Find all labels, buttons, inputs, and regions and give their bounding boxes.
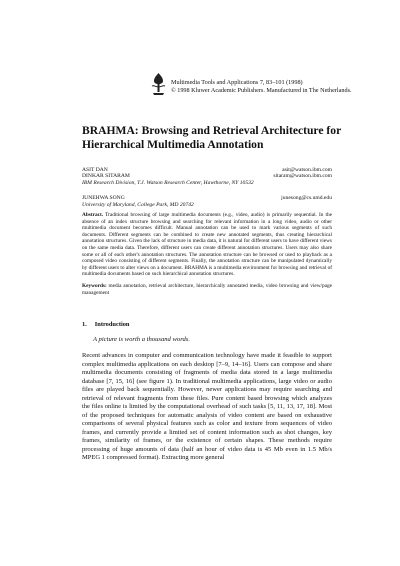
author-name: JUNEHWA SONG xyxy=(82,195,125,202)
keywords-label: Keywords: xyxy=(82,283,107,289)
paper-title: BRAHMA: Browsing and Retrieval Architecture for Hierarchical Multimedia Annotation xyxy=(82,124,342,151)
abstract-text: Traditional browsing of large multimedia documents (e.g., video, audio) is primarily sequential. In the absence of an index structure browsing and searching for relevant information in a long video, audio or other multimedia document becomes difficult. Manual annotation can be used to mark various segments of such documents. Different segments can be combined to create new annotated segments, thus creating hierarchical annotation structures. Given the lack of structure in media data, it is natural for different users to have different views on the same media data. Therefore, different users can create different annotation structures. Users may also share some or all of each other's annotation structures. The annotation structure can be browsed or used to playback as a composed video consisting of different segments. Finally, the annotation structure can be manipulated dynamically by different users to alter views on a document. BRAHMA is a multimedia environment for browsing and retrieval of multimedia documents based on such hierarchical annotation structures. xyxy=(82,212,332,278)
abstract xyxy=(82,212,332,278)
journal-header xyxy=(171,79,361,95)
author-name: DINKAR SITARAM xyxy=(82,173,130,180)
author-email: asit@watson.ibm.com xyxy=(282,167,332,173)
author-block xyxy=(82,167,332,208)
abstract-label: Abstract. xyxy=(82,212,104,218)
publisher-logo-icon xyxy=(151,72,166,96)
journal-citation: Multimedia Tools and Applications 7, 83–101 (1998) xyxy=(171,79,303,86)
body-paragraph: Recent advances in computer and communication technology have made it feasible to support complex multimedia applications on each desktop [7–9, 14–16]. Users can compose and share multimedia documents consisting of fragments of media data stored in a large multimedia database [7, 15, 16] (see figure 1). In traditional multimedia applications, large video or audio files are played back sequentially. However, newer applications may require searching and retrieval of relevant fragments from these files. Pure content based browsing which analyzes the files online is limited by the computational overhead of such tasks [5, 11, 13, 17, 18]. Most of the proposed techniques for automatic analysis of video content are based on exhaustive comparisons of several physical features such as color and texture from sequences of video frames, and currently provide a limited set of content information such as shot changes, key frames, similarity of frames, or the existence of certain shapes. These methods require processing of huge amounts of data (half an hour of video data is 45 Mb even in 1.5 Mb/s MPEG 1 compressed format). Extracting more general xyxy=(82,352,332,461)
author-name: ASIT DAN xyxy=(82,167,108,173)
affiliation: University of Maryland, College Park, MD 20742 xyxy=(82,201,194,208)
section-number: 1. xyxy=(82,321,87,328)
section-heading xyxy=(82,321,129,328)
affiliation: IBM Research Division, T.J. Watson Research Center, Hawthorne, NY 10532 xyxy=(82,179,254,186)
keywords xyxy=(82,283,332,296)
copyright-line: © 1998 Kluwer Academic Publishers. Manufactured in The Netherlands. xyxy=(171,87,352,94)
author-email: sitaram@watson.ibm.com xyxy=(273,173,332,180)
keywords-text: media annotation, retrieval architecture, hierarchically annotated media, video browsing and view/page management xyxy=(82,283,333,296)
epigraph: A picture is worth a thousand words. xyxy=(93,336,191,343)
section-title: Introduction xyxy=(94,321,130,328)
author-email: junesong@cs.umd.edu xyxy=(281,195,332,202)
